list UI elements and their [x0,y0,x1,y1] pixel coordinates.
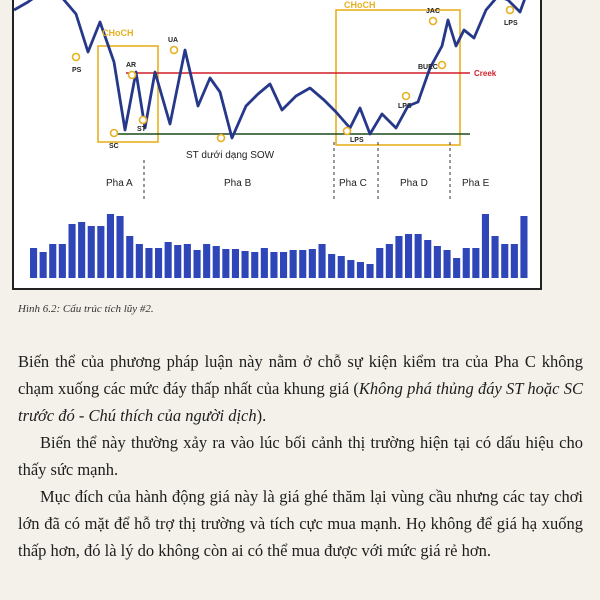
paragraph-1-part-c: ). [256,406,267,425]
volume-bar [405,234,412,278]
volume-bars [30,214,528,278]
volume-bar [78,222,85,278]
paragraph-1-part-a: Biến thể của phương pháp luận này nằm ở chỗ sự kiện kiểm tra của Pha C không chạm xuống các mức đáy thấp nhất của khung giá ( [18,352,583,398]
paragraph-1-note: Không phá thủng đáy ST hoặc SC trước đó - Chú thích của người dịch [18,379,583,425]
volume-bar [251,252,258,278]
label-ps: PS [72,67,82,74]
label-lps-d: LPS [398,103,412,110]
volume-bar [174,245,181,278]
volume-bar [376,248,383,278]
volume-bar [184,244,191,278]
volume-bar [520,216,527,278]
volume-bar [463,248,470,278]
volume-bar [88,226,95,278]
label-jac: JAC [426,8,441,15]
point-st [140,117,147,124]
volume-bar [299,250,306,278]
point-lps-c [344,128,351,135]
volume-bar [415,234,422,278]
label-st: ST [137,126,146,133]
label-phase-d: Pha D [400,178,428,189]
volume-bar [434,246,441,278]
volume-bar [472,248,479,278]
point-sc [111,130,118,137]
volume-bar [424,240,431,278]
volume-bar [328,254,335,278]
point-ar [129,72,136,79]
volume-bar [367,264,374,278]
volume-bar [40,252,47,278]
volume-bar [213,246,220,278]
body-text [18,348,583,564]
volume-bar [270,252,277,278]
price-line [14,0,536,138]
paragraph-2: Biến thể này thường xảy ra vào lúc bối cảnh thị trường hiện tại có dấu hiệu cho thấy sức mạnh. [18,433,583,479]
volume-bar [69,224,76,278]
volume-bar [395,236,402,278]
volume-bar [319,244,326,278]
volume-bar [136,244,143,278]
point-st-sow [218,135,225,142]
volume-bar [155,248,162,278]
volume-bar [194,250,201,278]
volume-bar [492,236,499,278]
point-lps-top [507,7,514,14]
volume-bar [501,244,508,278]
label-phase-c: Pha C [339,178,367,189]
accumulation-chart [14,0,544,290]
label-ua: UA [168,37,179,44]
label-choch-left: CHoCH [102,28,134,38]
label-lps-top: LPS [504,20,518,27]
label-creek: Creek [474,69,497,78]
volume-bar [97,226,104,278]
label-lps-c: LPS [350,137,364,144]
volume-bar [126,236,133,278]
paragraph-3: Mục đích của hành động giá này là giá ghé thăm lại vùng cầu nhưng các tay chơi lớn đã có mặt để hỗ trợ thị trường và tích cực mua mạnh. Họ không để giá hạ xuống thấp hơn, đó là lý do không còn ai có thể mua được với mức giá rẻ hơn. [18,487,583,560]
figure-frame [12,0,542,290]
volume-bar [232,249,239,278]
label-ar: AR [126,62,137,69]
label-sc: SC [109,143,119,150]
point-buec [439,62,446,69]
choch-box-left [98,46,158,142]
label-phase-a: Pha A [106,178,133,189]
volume-bar [49,244,56,278]
point-jac [430,18,437,25]
volume-bar [280,252,287,278]
paragraph-1 [18,348,583,429]
point-lps-d [403,93,410,100]
volume-bar [309,249,316,278]
volume-bar [482,214,489,278]
volume-bar [511,244,518,278]
label-phase-b: Pha B [224,178,252,189]
volume-bar [145,248,152,278]
volume-bar [386,244,393,278]
volume-bar [242,251,249,278]
volume-bar [59,244,66,278]
volume-bar [347,260,354,278]
label-buec: BUEC [418,64,438,71]
label-phase-e: Pha E [462,178,490,189]
volume-bar [453,258,460,278]
volume-bar [444,250,451,278]
volume-bar [357,262,364,278]
label-st-sow: ST dưới dạng SOW [186,150,275,161]
volume-bar [338,256,345,278]
volume-bar [30,248,37,278]
volume-bar [203,244,210,278]
volume-bar [117,216,124,278]
label-choch-right: CHoCH [344,0,376,10]
volume-bar [107,214,114,278]
point-ps [73,54,80,61]
volume-bar [261,248,268,278]
volume-bar [165,242,172,278]
point-ua [171,47,178,54]
volume-bar [222,249,229,278]
figure-caption: Hình 6.2: Cấu trúc tích lũy #2. [18,303,154,315]
volume-bar [290,250,297,278]
